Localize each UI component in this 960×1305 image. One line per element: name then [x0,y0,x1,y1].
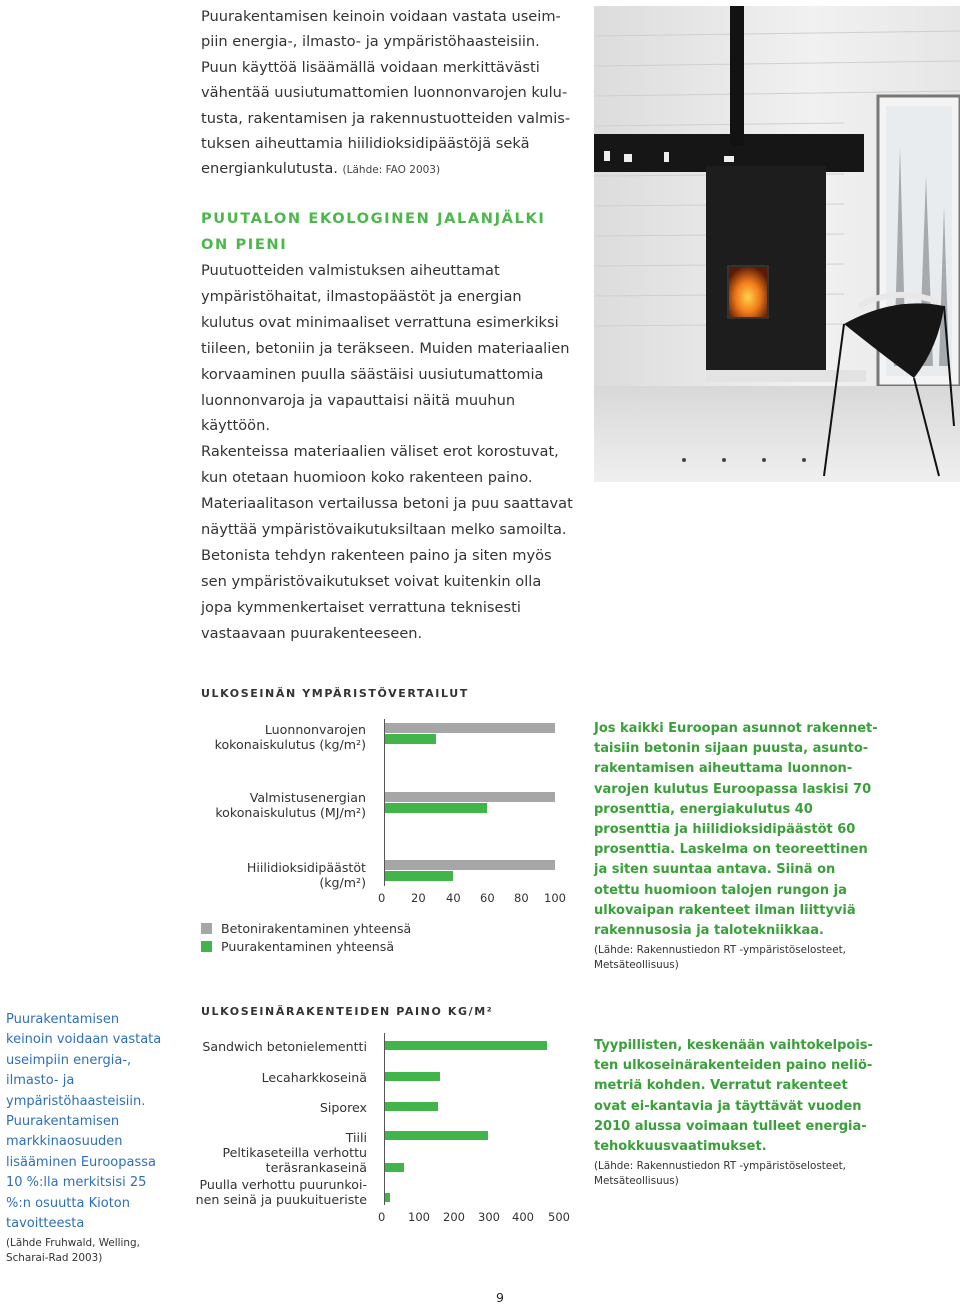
chart1-tick-1: 20 [411,891,426,905]
chart1-label-1-line1: Valmistusenergian [249,790,366,805]
chart2-tick-5: 500 [548,1210,570,1224]
section-heading-line2: ON PIENI [201,236,288,253]
chart1-label-0-line2: kokonaiskulutus (kg/m²) [214,737,366,752]
chart1-tick-0: 0 [378,891,386,905]
chart2-title: ULKOSEINÄRAKENTEIDEN PAINO KG/M² [201,1005,494,1018]
weight-bar-1 [385,1072,440,1081]
chart2-label-5 [170,1177,367,1207]
chart1-label-2-line2: (kg/m²) [319,875,366,890]
concrete-bar-1 [385,792,555,802]
chart2-tick-0: 0 [378,1210,386,1224]
side-note-text: Puurakentamisen keinoin voidaan vastata useimpiin energia-, ilmasto- ja ympäristöhaasteisiin. Puurakentamisen markkinaosuuden lisääminen Euroopassa 10 %:lla merkitsisi 25 %:n osuutta Kioton tavoitteesta [6,1012,162,1232]
wood-bar-2 [385,871,453,881]
chart1-label-0-line1: Luonnonvarojen [264,722,366,737]
weight-bar-2 [385,1102,438,1111]
chart1-label-1-line2: kokonaiskulutus (MJ/m²) [215,805,366,820]
chart2-note-source: (Lähde: Rakennustiedon RT -ympäristöselosteet, Metsäteollisuus) [594,1160,846,1188]
chart1-tick-4: 80 [514,891,529,905]
chart2-label-4 [170,1145,367,1175]
chart2-label-3 [170,1130,367,1145]
legend-concrete [201,921,411,936]
chart2-tick-4: 400 [512,1210,534,1224]
chart1-xticks [372,891,572,907]
section-paragraph-2: Rakenteissa materiaalien väliset erot korostuvat, kun otetaan huomioon koko rakenteen paino. Materiaalitason vertailussa betoni ja puu saattavat näyttää ympäristövaikutuksiltaan melko samoilta. Betonista tehdyn rakenteen paino ja siten myös sen ympäristövaikutukset voivat kuitenkin olla jopa kymmenkertaiset verrattuna teknisesti vastaavaan puurakenteeseen. [201,443,573,642]
weight-bar-0 [385,1041,547,1050]
chart1-tick-3: 60 [480,891,495,905]
wood-bar-0 [385,734,436,744]
chart2-plot [385,1033,585,1208]
chart2-label-2 [170,1100,367,1115]
chart1-legend [201,921,411,954]
chart2-label-0 [170,1039,367,1054]
chart1-tick-2: 40 [446,891,461,905]
page-number: 9 [496,1290,504,1305]
chart1-note [594,719,880,973]
chart2-note-text: Tyypillisten, keskenään vaihtokelpoisten ulkoseinärakenteiden paino neliömetriä kohden. Verratut rakenteet ovat ei-kantavia ja täyttävät vuoden 2010 alussa voimaan tulleet energiatehokkuusvaatimukset. [594,1038,873,1155]
legend-concrete-swatch [201,923,212,934]
chart1-plot [385,719,585,889]
chart1-note-source: (Lähde: Rakennustiedon RT -ympäristöselosteet, Metsäteollisuus) [594,944,846,972]
concrete-bar-0 [385,723,555,733]
intro-paragraph [201,4,571,184]
chart2-label-5-line1: Puulla verhottu puurunkoi- [199,1177,367,1192]
wood-bar-1 [385,803,487,813]
chart2-label-1 [170,1070,367,1085]
legend-wood-swatch [201,941,212,952]
chart1-label-2 [170,860,366,890]
side-note-source: (Lähde Fruhwald, Welling, Scharai-Rad 2003) [6,1237,140,1265]
section-heading [201,206,581,258]
weight-bar-3 [385,1131,488,1140]
chart2-label-3-line1: Tiili [345,1130,367,1145]
chart2-tick-1: 100 [408,1210,430,1224]
side-note [6,1010,166,1266]
legend-concrete-label: Betonirakentaminen yhteensä [221,921,412,936]
chart1-label-1 [170,790,366,820]
chart2-label-4-line1: Peltikaseteilla verhottu [222,1145,367,1160]
chart2-note [594,1036,876,1189]
fireplace-photo [594,6,960,482]
intro-source: (Lähde: FAO 2003) [342,164,441,177]
weight-bar-4 [385,1163,404,1172]
chart2-label-2-line1: Siporex [319,1100,367,1115]
legend-wood [201,939,411,954]
chart2-tick-2: 200 [443,1210,465,1224]
chart2-label-0-line1: Sandwich betonielementti [202,1039,367,1054]
intro-text: Puurakentamisen keinoin voidaan vastata useimpiin energia-, ilmasto- ja ympäristöhaasteisiin. Puun käyttöä lisäämällä voidaan merkittävästi vähentää uusiutumattomien luonnonvarojen kulutusta, rakentamisen ja rakennustuotteiden valmistuksen aiheuttamia hiilidioksidipäästöjä sekä energiankulutusta. [201,8,571,178]
legend-wood-label: Puurakentaminen yhteensä [221,939,395,954]
weight-bar-5 [385,1193,390,1202]
chart2-tick-3: 300 [478,1210,500,1224]
chart1-title: ULKOSEINÄN YMPÄRISTÖVERTAILUT [201,687,469,700]
section-body [201,258,576,647]
chart1-label-0 [170,722,366,752]
chart2-label-4-line2: teräsrankaseinä [265,1160,367,1175]
chart2-label-5-line2: nen seinä ja puukuitueriste [195,1192,367,1207]
chart1-note-text: Jos kaikki Euroopan asunnot rakennettaisiin betonin sijaan puusta, asuntorakentamisen aiheuttama luonnonvarojen kulutus Euroopassa laskisi 70 prosenttia, energiakulutus 40 prosenttia ja hiilidioksidipäästöt 60 prosenttia. Laskelma on teoreettinen ja siten suuntaa antava. Siinä on otettu huomioon talojen rungon ja ulkovaipan rakenteet ilman liittyviä rakennusosia ja talotekniikkaa. [594,721,878,939]
chart1-label-2-line1: Hiilidioksidipäästöt [246,860,366,875]
chart2-xticks [372,1210,582,1226]
section-paragraph-1: Puutuotteiden valmistuksen aiheuttamat ympäristöhaitat, ilmastopäästöt ja energian kulutus ovat minimaaliset verrattuna esimerkiksi tiileen, betoniin ja teräkseen. Muiden materiaalien korvaaminen puulla säästäisi uusiutumattomia luonnonvaroja ja vapauttaisi näitä muuhun käyttöön. [201,262,570,435]
chart1-tick-5: 100 [544,891,566,905]
concrete-bar-2 [385,860,555,870]
chart2-label-1-line1: Lecaharkkoseinä [261,1070,367,1085]
section-heading-line1: PUUTALON EKOLOGINEN JALANJÄLKI [201,210,546,227]
